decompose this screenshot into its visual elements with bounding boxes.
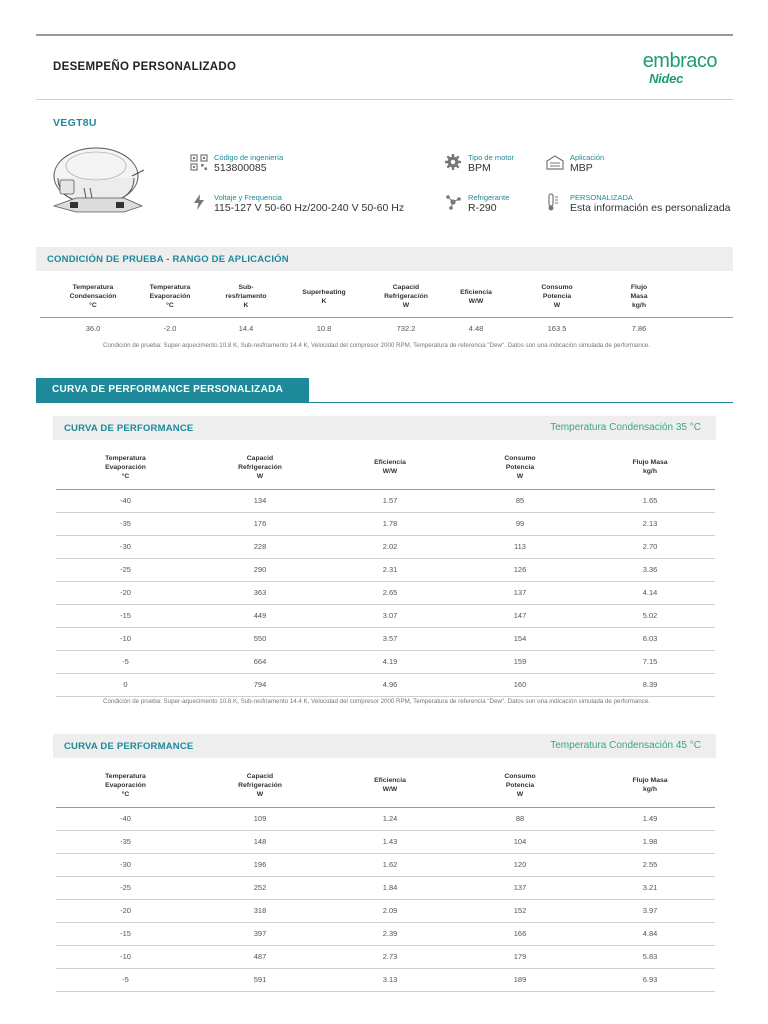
perf1-col-header-line: Flujo Masa xyxy=(632,459,668,467)
perf2-cell: -20 xyxy=(56,899,195,922)
personalizada-value: Esta información es personalizada xyxy=(570,202,731,214)
perf1-col-header xyxy=(195,446,325,489)
perf1-cell: 147 xyxy=(455,604,585,627)
perf1-cell: 113 xyxy=(455,535,585,558)
perf1-table xyxy=(56,446,715,697)
tab-curva-performance[interactable] xyxy=(36,378,309,402)
condicion-cell: 10.8 xyxy=(316,323,332,333)
table-row xyxy=(56,581,715,604)
perf1-col-header xyxy=(56,446,195,489)
perf1-cell: 6.03 xyxy=(585,627,715,650)
model-name: VEGT8U xyxy=(53,117,97,129)
condicion-col-header xyxy=(209,277,283,317)
perf2-cell: 1.84 xyxy=(325,876,455,899)
perf2-cell: 1.98 xyxy=(585,830,715,853)
condicion-col-header-line: Capacid xyxy=(392,284,420,292)
perf1-cell: -35 xyxy=(56,512,195,535)
perf1-cell: 363 xyxy=(195,581,325,604)
perf2-cell: -25 xyxy=(56,876,195,899)
condicion-col-header xyxy=(131,277,209,317)
perf1-col-header-line: W xyxy=(256,472,264,480)
spacer-cell xyxy=(669,277,733,317)
condicion-cell: 36.0 xyxy=(85,323,101,333)
perf2-cell: 88 xyxy=(455,807,585,830)
perf1-cell: 3.57 xyxy=(325,627,455,650)
perf1-col-header xyxy=(455,446,585,489)
perf1-cell: 7.15 xyxy=(585,650,715,673)
perf1-col-header-line: kg/h xyxy=(643,468,657,476)
gear-icon xyxy=(444,153,462,171)
voltaje-label: Voltaje y Frequencia xyxy=(214,193,282,202)
condicion-data-row xyxy=(40,317,733,339)
condicion-table xyxy=(40,277,733,339)
perf2-col-header xyxy=(455,764,585,807)
refrigerante-value: R-290 xyxy=(468,202,497,214)
perf1-col-header-line: °C xyxy=(121,472,130,480)
perf1-cell: 2.02 xyxy=(325,535,455,558)
condicion-col-header-line: Refrigeración xyxy=(384,293,428,301)
voltaje-value: 115-127 V 50-60 Hz/200-240 V 50-60 Hz xyxy=(214,202,405,214)
perf2-title: CURVA DE PERFORMANCE xyxy=(64,741,194,752)
logo-nidec: Nidec xyxy=(649,71,683,86)
perf1-cell: 4.14 xyxy=(585,581,715,604)
perf1-cell: 550 xyxy=(195,627,325,650)
condicion-col-header-line: Consumo xyxy=(541,284,573,292)
perf1-cell: 794 xyxy=(195,673,325,696)
perf2-col-header-line: kg/h xyxy=(643,786,657,794)
personalizada-label: PERSONALIZADA xyxy=(570,193,633,202)
perf2-table xyxy=(56,764,715,992)
table-row xyxy=(56,899,715,922)
perf2-cell: 166 xyxy=(455,922,585,945)
condicion-col-header-line: Temperatura xyxy=(149,284,191,292)
condicion-col-header-line: W xyxy=(553,302,561,310)
perf1-cell: 449 xyxy=(195,604,325,627)
perf1-col-header-line: Consumo xyxy=(504,454,536,462)
perf2-cell: 5.83 xyxy=(585,945,715,968)
perf1-col-header-line: W xyxy=(516,472,524,480)
table-row xyxy=(56,876,715,899)
perf2-cell: 1.62 xyxy=(325,853,455,876)
table-row xyxy=(56,945,715,968)
perf1-cell: 0 xyxy=(56,673,195,696)
spacer-cell xyxy=(40,277,55,317)
condicion-col-header xyxy=(609,277,669,317)
perf2-cell: 189 xyxy=(455,968,585,991)
perf1-cell: 664 xyxy=(195,650,325,673)
perf1-cell: 176 xyxy=(195,512,325,535)
perf1-section-bar xyxy=(53,416,716,440)
perf2-cell: 252 xyxy=(195,876,325,899)
condicion-col-header-line: resfriamento xyxy=(225,293,267,301)
perf2-cell: -35 xyxy=(56,830,195,853)
perf1-col-header-line: Refrigeración xyxy=(238,463,282,471)
condicion-col-header xyxy=(447,277,505,317)
condicion-col-header-line: Potencia xyxy=(542,293,572,301)
perf2-cell: 591 xyxy=(195,968,325,991)
perf1-cell: 5.02 xyxy=(585,604,715,627)
perf1-cell: 159 xyxy=(455,650,585,673)
table-row xyxy=(56,650,715,673)
perf1-cell: 99 xyxy=(455,512,585,535)
condicion-col-header-line: Evaporación xyxy=(149,293,191,301)
lightning-icon xyxy=(190,193,208,211)
perf1-cell: 1.57 xyxy=(325,489,455,512)
perf1-col-header-line: Temperatura xyxy=(105,454,146,462)
perf2-cell: 3.13 xyxy=(325,968,455,991)
aplicacion-label: Aplicación xyxy=(570,153,605,162)
condicion-col-header-line: °C xyxy=(89,302,97,310)
perf2-col-header xyxy=(585,764,715,807)
perf2-cell: 3.97 xyxy=(585,899,715,922)
condicion-col-header-line: Temperatura xyxy=(72,284,114,292)
perf2-col-header-line: W xyxy=(516,790,524,798)
fridge-icon xyxy=(546,153,564,171)
perf1-cell: 2.31 xyxy=(325,558,455,581)
condicion-header-row xyxy=(40,277,733,317)
condicion-note: Condición de prueba: Super-aquecimento 10.8 K, Sub-resfriamento 14.4 K, Velocidad del compresor 2000 RPM, Temperatura de referencia "Dew". Datos son una indicación simulada de performance. xyxy=(103,342,651,349)
perf2-col-header-line: Evaporación xyxy=(105,781,146,789)
condicion-col-header-line: °C xyxy=(166,302,174,310)
perf2-temp: Temperatura Condensación 45 °C xyxy=(550,740,701,751)
motor-label: Tipo de motor xyxy=(468,153,514,162)
perf2-cell: 3.21 xyxy=(585,876,715,899)
perf2-cell: 2.39 xyxy=(325,922,455,945)
perf2-cell: -5 xyxy=(56,968,195,991)
perf2-cell: 196 xyxy=(195,853,325,876)
perf2-cell: -15 xyxy=(56,922,195,945)
condicion-col-header-line: Eficiencia xyxy=(460,288,492,296)
condicion-title: CONDICIÓN DE PRUEBA - RANGO DE APLICACIÓN xyxy=(47,254,289,265)
condicion-col-header-line: Flujo xyxy=(630,284,648,292)
condicion-col-header-line: K xyxy=(243,302,249,310)
table-row xyxy=(56,968,715,991)
perf2-cell: 137 xyxy=(455,876,585,899)
perf1-title: CURVA DE PERFORMANCE xyxy=(64,423,194,434)
perf2-col-header-line: Refrigeración xyxy=(238,781,282,789)
condicion-col-header-line: Condensación xyxy=(69,293,117,301)
condicion-cell: 14.4 xyxy=(238,323,254,333)
perf2-col-header-line: °C xyxy=(121,790,130,798)
perf1-note: Condición de prueba: Super-aquecimento 10.8 K, Sub-resfriamento 14.4 K, Velocidad del compresor 2000 RPM, Temperatura de referencia "Dew". Datos son una indicación simulada de performance. xyxy=(103,698,651,705)
perf1-cell: 228 xyxy=(195,535,325,558)
condicion-cell: 4.48 xyxy=(468,323,484,333)
motor-value: BPM xyxy=(468,162,491,174)
perf1-cell: 160 xyxy=(455,673,585,696)
perf2-cell: 1.43 xyxy=(325,830,455,853)
condicion-cell: 163.5 xyxy=(547,323,567,333)
perf1-cell: -25 xyxy=(56,558,195,581)
perf1-cell: 3.36 xyxy=(585,558,715,581)
perf2-cell: 120 xyxy=(455,853,585,876)
table-row xyxy=(56,604,715,627)
perf2-col-header-line: Potencia xyxy=(505,781,535,789)
perf2-cell: 109 xyxy=(195,807,325,830)
curva-rule xyxy=(36,402,733,403)
perf1-cell: 2.13 xyxy=(585,512,715,535)
perf2-col-header-line: Temperatura xyxy=(105,772,146,780)
condicion-col-header xyxy=(505,277,609,317)
perf1-col-header xyxy=(325,446,455,489)
table-row xyxy=(56,489,715,512)
table-row xyxy=(56,512,715,535)
condicion-col-header xyxy=(365,277,447,317)
perf2-cell: 397 xyxy=(195,922,325,945)
perf1-cell: 134 xyxy=(195,489,325,512)
condicion-cell: 732.2 xyxy=(396,323,416,333)
condicion-col-header-line: K xyxy=(321,297,327,305)
perf2-cell: 2.73 xyxy=(325,945,455,968)
perf1-col-header-line: Capacid xyxy=(246,454,274,462)
condicion-cell: -2.0 xyxy=(163,323,177,333)
perf1-cell: -40 xyxy=(56,489,195,512)
perf2-cell: 179 xyxy=(455,945,585,968)
condicion-col-header-line: Superheating xyxy=(302,288,346,296)
perf1-col-header-line: W/W xyxy=(382,468,398,476)
condicion-col-header xyxy=(55,277,131,317)
table-row xyxy=(56,535,715,558)
table-row xyxy=(56,830,715,853)
codigo-value: 513800085 xyxy=(214,162,267,174)
perf1-col-header-line: Evaporación xyxy=(105,463,146,471)
perf2-col-header-line: Flujo Masa xyxy=(632,777,668,785)
perf2-cell: 2.09 xyxy=(325,899,455,922)
table-row xyxy=(56,807,715,830)
perf2-cell: 148 xyxy=(195,830,325,853)
condicion-cell: 7.86 xyxy=(631,323,647,333)
aplicacion-value: MBP xyxy=(570,162,593,174)
perf1-col-header-line: Potencia xyxy=(505,463,535,471)
perf2-cell: -30 xyxy=(56,853,195,876)
perf2-cell: 1.49 xyxy=(585,807,715,830)
codigo-label: Código de ingeniería xyxy=(214,153,284,162)
table-row xyxy=(56,673,715,696)
condicion-col-header-line: W/W xyxy=(468,297,484,305)
perf1-cell: 4.96 xyxy=(325,673,455,696)
perf2-cell: 318 xyxy=(195,899,325,922)
molecule-icon xyxy=(444,193,462,211)
perf1-header-row xyxy=(56,446,715,489)
perf2-col-header-line: Capacid xyxy=(246,772,274,780)
perf2-section-bar xyxy=(53,734,716,758)
perf2-col-header xyxy=(195,764,325,807)
perf1-cell: -15 xyxy=(56,604,195,627)
perf1-cell: -5 xyxy=(56,650,195,673)
perf1-col-header xyxy=(585,446,715,489)
perf2-cell: 1.24 xyxy=(325,807,455,830)
perf1-cell: 8.39 xyxy=(585,673,715,696)
logo-word: embraco xyxy=(642,50,717,72)
perf1-col-header-line: Eficiencia xyxy=(374,459,406,467)
table-row xyxy=(56,627,715,650)
curva-tab-label: CURVA DE PERFORMANCE PERSONALIZADA xyxy=(52,384,284,395)
perf1-cell: 2.70 xyxy=(585,535,715,558)
perf1-cell: 3.07 xyxy=(325,604,455,627)
perf2-cell: 2.55 xyxy=(585,853,715,876)
perf1-cell: 154 xyxy=(455,627,585,650)
condicion-col-header-line: kg/h xyxy=(632,302,646,310)
refrigerante-label: Refrigerante xyxy=(468,193,510,202)
perf1-cell: 4.19 xyxy=(325,650,455,673)
spacer-cell xyxy=(40,317,55,339)
table-row xyxy=(56,558,715,581)
perf2-cell: -10 xyxy=(56,945,195,968)
perf1-cell: -30 xyxy=(56,535,195,558)
perf2-col-header xyxy=(56,764,195,807)
condicion-col-header-line: Sub- xyxy=(238,284,254,292)
perf2-cell: 152 xyxy=(455,899,585,922)
perf2-col-header xyxy=(325,764,455,807)
spacer-cell xyxy=(669,317,733,339)
perf1-cell: 1.78 xyxy=(325,512,455,535)
perf1-temp: Temperatura Condensación 35 °C xyxy=(550,422,701,433)
qr-code-icon xyxy=(190,153,208,171)
perf2-col-header-line: W xyxy=(256,790,264,798)
compressor-image xyxy=(46,140,150,220)
perf1-cell: -20 xyxy=(56,581,195,604)
perf2-col-header-line: W/W xyxy=(382,786,398,794)
page-header xyxy=(36,36,733,100)
perf1-cell: 85 xyxy=(455,489,585,512)
condicion-col-header-line: Masa xyxy=(630,293,648,301)
table-row xyxy=(56,922,715,945)
perf1-cell: 126 xyxy=(455,558,585,581)
perf2-cell: -40 xyxy=(56,807,195,830)
page-title: DESEMPEÑO PERSONALIZADO xyxy=(53,61,237,73)
perf2-col-header-line: Eficiencia xyxy=(374,777,406,785)
table-row xyxy=(56,853,715,876)
perf1-cell: 137 xyxy=(455,581,585,604)
perf2-col-header-line: Consumo xyxy=(504,772,536,780)
perf2-header-row xyxy=(56,764,715,807)
perf1-cell: 2.65 xyxy=(325,581,455,604)
embraco-logo xyxy=(635,50,717,86)
condicion-section-bar xyxy=(36,247,733,271)
perf2-cell: 487 xyxy=(195,945,325,968)
perf1-cell: 290 xyxy=(195,558,325,581)
perf1-cell: -10 xyxy=(56,627,195,650)
thermometer-icon xyxy=(546,193,564,211)
condicion-col-header xyxy=(283,277,365,317)
condicion-col-header-line: W xyxy=(402,302,410,310)
perf1-cell: 1.65 xyxy=(585,489,715,512)
perf2-cell: 6.93 xyxy=(585,968,715,991)
perf2-cell: 104 xyxy=(455,830,585,853)
perf2-cell: 4.84 xyxy=(585,922,715,945)
